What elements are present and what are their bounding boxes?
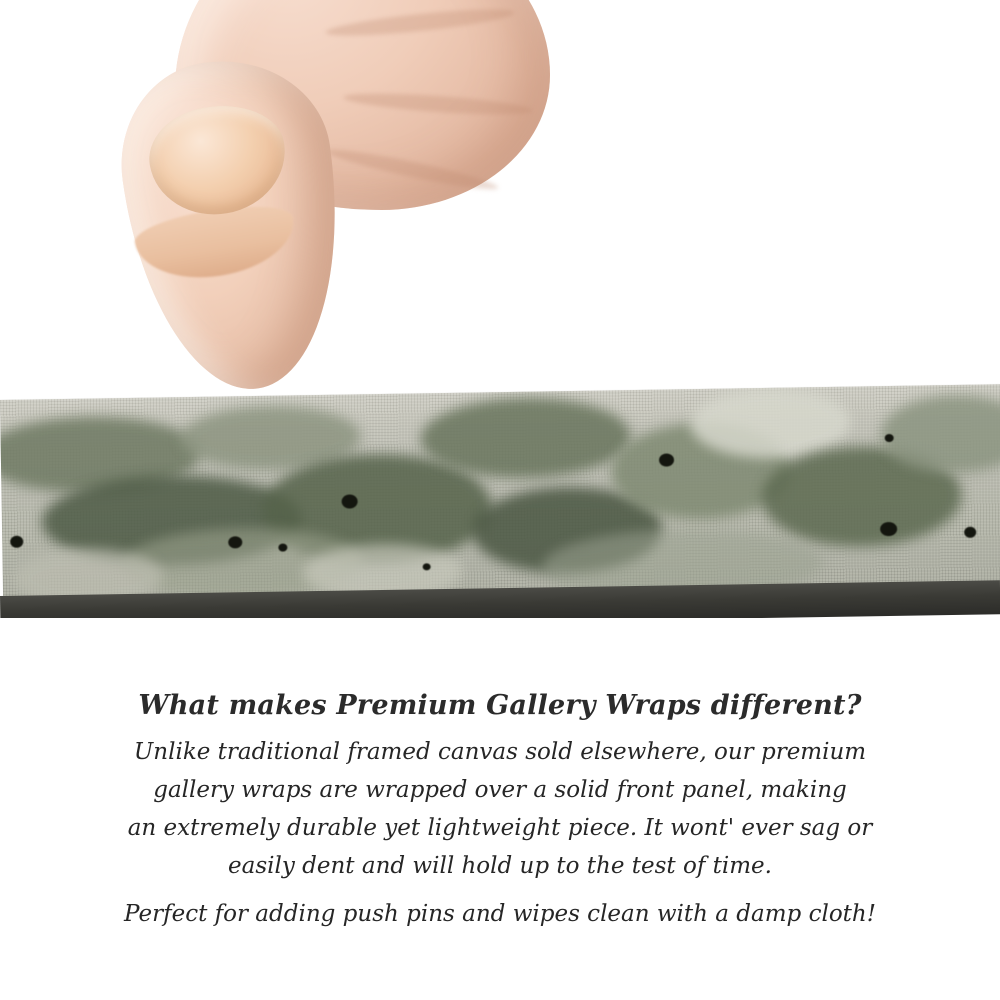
caption-heading: What makes Premium Gallery Wraps different? xyxy=(138,690,862,721)
hand-illustration xyxy=(120,0,550,420)
caption-line: an extremely durable yet lightweight piece. It wont' ever sag or xyxy=(127,815,873,841)
knuckle-crease xyxy=(325,4,516,41)
caption-block xyxy=(0,690,1000,933)
caption-last-line: Perfect for adding push pins and wipes clean with a damp cloth! xyxy=(124,901,876,927)
caption-line: Unlike traditional framed canvas sold elsewhere, our premium xyxy=(133,739,867,765)
photo-bottom-fade xyxy=(0,618,1000,640)
knuckle-crease xyxy=(343,89,534,118)
caption-line: easily dent and will hold up to the test of time. xyxy=(228,853,772,879)
knuckle-crease xyxy=(325,144,499,195)
caption-body xyxy=(0,733,1000,933)
caption-line: gallery wraps are wrapped over a solid front panel, making xyxy=(153,777,847,803)
